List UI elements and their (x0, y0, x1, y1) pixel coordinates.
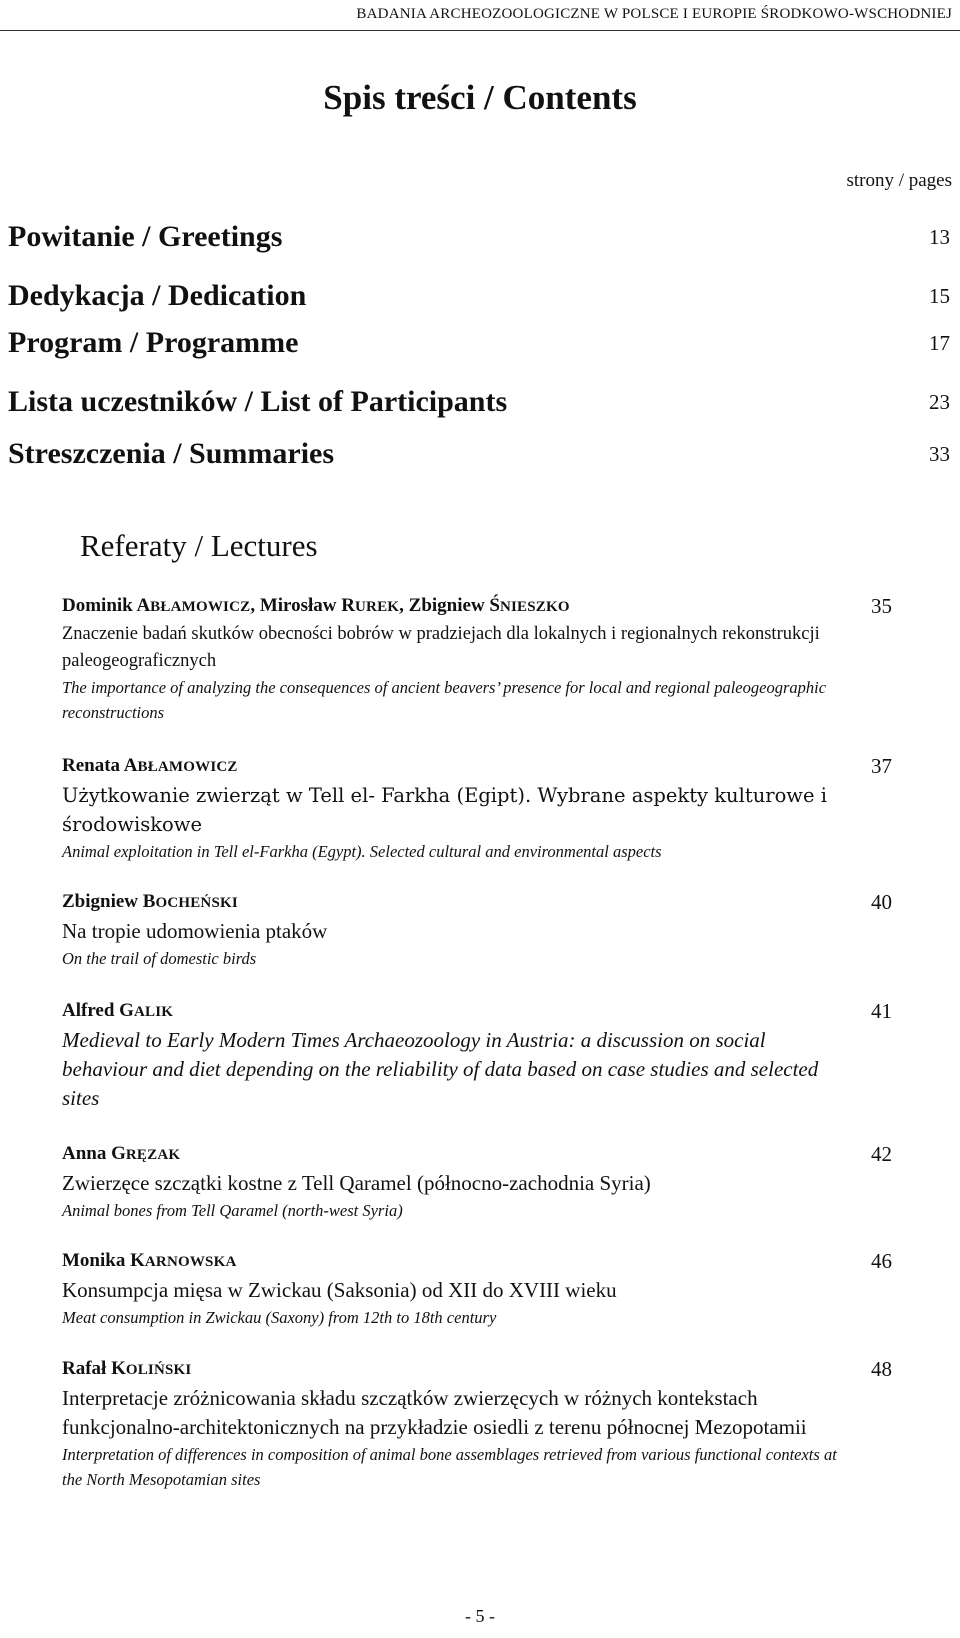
lecture-page: 46 (871, 1249, 892, 1273)
entry-title: Powitanie / Greetings (8, 220, 283, 253)
front-matter-entry-participants (8, 382, 952, 422)
entry-page: 13 (929, 225, 950, 249)
lecture-authors: Renata ABŁAMOWICZ (62, 755, 238, 776)
lecture-entry (62, 888, 892, 971)
entry-title: Streszczenia / Summaries (8, 437, 335, 470)
entry-title: Program / Programme (8, 326, 299, 359)
lecture-page: 40 (871, 890, 892, 914)
pages-column-label: strony / pages (846, 170, 952, 191)
entry-page: 23 (929, 390, 950, 414)
front-matter-entry-programme (8, 323, 952, 363)
section-heading-lectures: Referaty / Lectures (80, 528, 318, 563)
lecture-title-pl: Użytkowanie zwierząt w Tell el- Farkha (Egipt). Wybrane aspekty kulturowe i środowiskowe (62, 784, 827, 836)
lecture-title-en: Animal exploitation in Tell el-Farkha (Egypt). Selected cultural and environmental aspects (62, 842, 662, 861)
lecture-page: 37 (871, 754, 892, 778)
lecture-page: 41 (871, 999, 892, 1023)
lecture-authors: Rafał KOLIŃSKI (62, 1358, 192, 1379)
lecture-authors: Anna GRĘZAK (62, 1143, 181, 1164)
lecture-title-en: Animal bones from Tell Qaramel (north-west Syria) (62, 1201, 403, 1220)
page-number: - 5 - (465, 1606, 495, 1626)
lecture-entry (62, 1140, 892, 1223)
lecture-title-pl: Na tropie udomowienia ptaków (62, 919, 328, 943)
entry-page: 15 (929, 284, 950, 308)
lecture-title-en: Interpretation of differences in composition of animal bone assemblages retrieved from various functional contexts at the North Mesopotamian sites (62, 1445, 837, 1489)
running-header: BADANIA ARCHEOZOOLOGICZNE W POLSCE I EUROPIE ŚRODKOWO-WSCHODNIEJ (356, 6, 952, 22)
lecture-entry (62, 1355, 892, 1492)
front-matter-entry-summaries (8, 434, 952, 474)
lecture-entry (62, 997, 892, 1113)
front-matter-entry-greetings (8, 217, 952, 257)
lecture-title-en: The importance of analyzing the consequences of ancient beavers’ presence for local and regional paleogeographic reconstructions (62, 678, 827, 722)
lecture-authors: Zbigniew BOCHEŃSKI (62, 891, 238, 912)
entry-page: 33 (929, 442, 950, 466)
lecture-authors: Dominik ABŁAMOWICZ, Mirosław RUREK, Zbigniew ŚNIESZKO (62, 595, 570, 616)
front-matter-entry-dedication (8, 276, 952, 316)
front-matter-entry-greetings (8, 19, 952, 59)
entry-title: Dedykacja / Dedication (8, 279, 307, 312)
lecture-page: 35 (871, 594, 892, 618)
lecture-title-pl: Znaczenie badań skutków obecności bobrów w pradziejach dla lokalnych i regionalnych rekonstrukcji paleogeograficznych (62, 624, 820, 671)
lecture-title-en: On the trail of domestic birds (62, 949, 257, 968)
page-title: Spis treści / Contents (323, 78, 637, 117)
entry-page: 17 (929, 331, 950, 355)
lecture-authors: Alfred GALIK (62, 1000, 174, 1021)
lecture-page: 48 (871, 1357, 892, 1381)
lecture-authors: Monika KARNOWSKA (62, 1250, 237, 1271)
lecture-title-pl: Interpretacje zróżnicowania składu szczątków zwierzęcych w różnych kontekstach funkcjonalno-architektonicznych na przykładzie osiedli z terenu północnej Mezopotamii (62, 1386, 807, 1439)
lecture-title-pl: Konsumpcja mięsa w Zwickau (Saksonia) od XII do XVIII wieku (62, 1278, 617, 1302)
lecture-page: 42 (871, 1142, 892, 1166)
entry-title: Lista uczestników / List of Participants (8, 385, 508, 418)
lecture-entry (62, 1247, 892, 1330)
lecture-title-pl: Zwierzęce szczątki kostne z Tell Qaramel (północno-zachodnia Syria) (62, 1171, 651, 1195)
lecture-entry (62, 752, 892, 864)
lecture-title-en: Meat consumption in Zwickau (Saxony) from 12th to 18th century (62, 1308, 497, 1327)
lecture-title-en: Medieval to Early Modern Times Archaeozoology in Austria: a discussion on social behaviour and diet depending on the reliability of data based on case studies and selected sites (62, 1028, 819, 1110)
lecture-entry (62, 592, 892, 725)
